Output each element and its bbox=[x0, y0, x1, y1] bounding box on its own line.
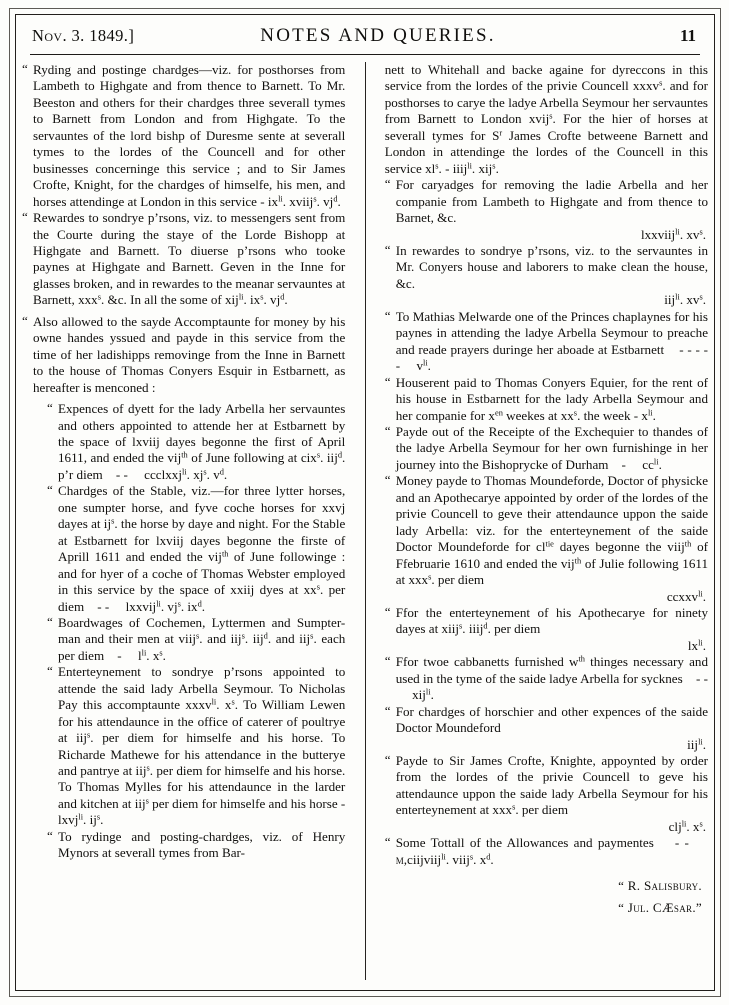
entry-text: Boardwages of Cochemen, Lyttermen and Sumpter-man and their men at viij$^s$. and iij$^s$. iij$^d$. and iij$^s$. each per diem - $l^{li}$. $x^s$. bbox=[58, 614, 346, 663]
quote-mark: “ bbox=[384, 176, 391, 192]
account-entry bbox=[22, 62, 345, 210]
quote-mark: “ bbox=[22, 61, 28, 76]
sub-entry-list bbox=[47, 401, 345, 862]
continuation-text: nett to Whitehall and backe againe for dyreccons in this service from the lordes of the privie Councell xxxv$^s$. and for posthorses to carye the ladye Arbella Seymour her servauntes from Barnett to London xvij$^s$. For the hier of horses at severall tymes for $S^r$ James Crofte betweene Barnett and London in attendinge the lordes of the Councell in this service $xl^s$. - iiij$^{li}$. xij$^s$. bbox=[384, 62, 709, 176]
column-gutter bbox=[355, 62, 374, 980]
account-entry bbox=[22, 210, 345, 309]
account-entry bbox=[385, 375, 708, 424]
entry-text: Rewardes to sondrye p’rsons, viz. to messengers sent from the Courte during the staye of the Lorde Bishopp at Highgate and Barnett. To diuerse p’rsons who tooke paynes at Highgate and Barnett. Geven in the Inne for glasses broken, and in rewardes to the meanar servauntes at Barnett, xxx$^s$. &c. In all the some of xij$^{li}$. $ix^s$. $vj^d$. bbox=[33, 210, 346, 308]
page-content bbox=[22, 22, 708, 983]
entry-text: Payde to Sir James Crofte, Knighte, appoynted by order from the lordes of the privie Councell to geve his attendaunce uppon the saide lady Arbella Seymour for his enterteynement at xxx$^s$. per diem bbox=[395, 753, 709, 818]
quote-mark: “ bbox=[384, 241, 391, 257]
quote-mark: “ bbox=[384, 603, 391, 619]
quote-mark: “ bbox=[384, 752, 391, 768]
quote-mark: “ bbox=[47, 663, 53, 679]
quote-mark: “ bbox=[22, 209, 28, 225]
quote-mark: “ bbox=[47, 613, 53, 629]
quote-mark: “ bbox=[22, 312, 28, 328]
right-column bbox=[375, 62, 708, 980]
left-column bbox=[22, 62, 355, 980]
quote-mark: “ bbox=[384, 653, 391, 669]
entry-text: To rydinge and posting-chardges, viz. of Henry Mynors at severall tymes from Bar- bbox=[58, 828, 346, 861]
entry-amount: iij$^{li}$. bbox=[687, 736, 707, 752]
header-rule bbox=[30, 54, 700, 55]
entry-text: For caryadges for removing the ladie Arbella and her companie from Lambeth to Highgate and from thence to Barnet, &c. bbox=[395, 177, 709, 226]
account-entry bbox=[385, 704, 708, 753]
quote-mark: “ bbox=[47, 400, 53, 416]
account-entry bbox=[385, 309, 708, 375]
two-column-body bbox=[22, 62, 708, 980]
account-entry bbox=[47, 664, 345, 829]
entry-text: Houserent paid to Thomas Conyers Equier, for the rent of his house in Estbarnett for the lady Arbella Seymour and her companie for $x^{en}$ weekes at $xx^s$. the week - $x^{li}$. bbox=[395, 374, 709, 423]
account-entry bbox=[47, 615, 345, 664]
account-entry bbox=[385, 177, 708, 243]
entry-text: Ffor twoe cabbanetts furnished $w^{th}$ thinges necessary and used in the tyme of the saide ladye Arbella for sycknes - - xij$^{li}$. bbox=[395, 654, 709, 703]
also-allowed-paragraph bbox=[22, 314, 345, 396]
issue-date: Nov. 3. 1849.] bbox=[32, 26, 135, 45]
page-number: 11 bbox=[679, 26, 696, 45]
entry-text: Also allowed to the sayde Accomptaunte for money by his owne handes yssued and payde in this service from the time of her ladishipps removinge from the Inne in Barnett to the house of Thomas Conyers Esquir in Estbarnett, as hereafter is menconed : bbox=[33, 313, 346, 395]
entry-amount: lxxviij$^{li}$. $xv^s$. bbox=[640, 226, 707, 242]
signature-salisbury: “ R. Salisbury. bbox=[618, 878, 703, 894]
entry-amount: $lx^{li}$. bbox=[687, 637, 707, 653]
entry-text: Payde out of the Receipte of the Exchequier to thandes of the ladye Arbella Seymour for her own furnishinge in her journey into the Bishoprycke of Durham - $cc^{li}$. bbox=[395, 423, 709, 472]
quote-mark: “ bbox=[384, 702, 391, 718]
entry-text: Ryding and postinge chardges—viz. for posthorses from Lambeth to Highgate and from thence to Barnett. To Mr. Beeston and others for their chardges three severall tymes to Barnett from London and from Highgate. To the servauntes of the lord bishp of Duresme sente at severall tymes to the lordes of the Councell and for other businesses concerninge this service ; and to Sir James Crofte, Knight, for the chardges of himselfe, his men, and horses attendinge at London in this service - $ix^{li}$. xviij$^s$. $vj^d$. bbox=[33, 62, 346, 209]
entry-text: Some Tottall of the Allowances and paymentes - - m,ciijviij$^{li}$. viij$^s$. $x^d$. bbox=[395, 835, 709, 867]
column-divider-rule bbox=[365, 62, 366, 980]
entry-amount: iij$^{li}$. $xv^s$. bbox=[664, 292, 707, 308]
entry-amount: ccxxv$^{li}$. bbox=[666, 588, 707, 604]
account-entry bbox=[385, 605, 708, 654]
account-entry bbox=[47, 829, 345, 862]
account-entry bbox=[385, 243, 708, 309]
account-entry bbox=[385, 753, 708, 835]
entry-amount: clj$^{li}$. $x^s$. bbox=[668, 818, 707, 834]
account-entry bbox=[385, 654, 708, 703]
signature-caesar: “ Jul. CÆsar.” bbox=[618, 900, 703, 916]
account-entry bbox=[47, 483, 345, 615]
quote-mark: “ bbox=[47, 482, 53, 498]
quote-mark: “ bbox=[384, 422, 391, 438]
quote-mark: “ bbox=[384, 307, 391, 323]
entry-text: Enterteynement to sondrye p’rsons appointed to attende the said lady Arbella Seymour. To Nicholas Pay this accomptaunte xxxv$^{li}$. $x^s$. To William Lewen for his attendaunce in the office of caterer of poultrye at iij$^s$. per diem for himselfe and his horse. To Richarde Mathewe for his attendance in the butterye and pantrye at iij$^s$. per diem for himselfe and his horse. To Thomas Mylles for his attendaunce in the larder and kitchen at iij$^s$ per diem for himselfe and his horse - lxvj$^{li}$. $ij^s$. bbox=[58, 664, 346, 828]
account-entry bbox=[47, 401, 345, 483]
entry-text: Ffor the enterteynement of his Apothecarye for ninety dayes at xiij$^s$. iiij$^d$. per diem bbox=[395, 604, 709, 637]
total-entry bbox=[385, 835, 708, 868]
quote-mark: “ bbox=[47, 827, 53, 843]
entry-text: Chardges of the Stable, viz.—for three lytter horses, one sumpter horse, and fyve coche horses for xxvj dayes at $ij^s$. the horse by daye and night. For the Stable at Estbarnett for lxviij dayes begonne the firste of Aprill 1611 and ended the vij$^{th}$ of June followinge : and for hyer of a coche of Thomas Webster employed in this service by the space of xxiij dyes at $xx^s$. per diem - - lxxvij$^{li}$. $vj^s$. $ix^d$. bbox=[58, 483, 346, 614]
spacer bbox=[385, 868, 708, 877]
quote-mark: “ bbox=[384, 834, 391, 850]
entry-text: To Mathias Melwarde one of the Princes chaplaynes for his paynes in attending the ladye Arbella Seymour to preache and reade prayers duringe her aboade at Estbarnett - - - - - $v^{li}$. bbox=[395, 308, 709, 374]
quote-mark: “ bbox=[384, 373, 391, 389]
entry-text: Expences of dyett for the lady Arbella her servauntes and others appointed to attende her at Estbarnett by the space of lxviij dayes begonne the first of April 1611, and ended the vij$^{th}$ of June following at cix$^s$. iij$^d$. p’r diem - - ccclxxj$^{li}$. $xj^s$. $v^d$. bbox=[58, 401, 346, 482]
entry-text: For chardges of horschier and other expences of the saide Doctor Moundeford bbox=[395, 703, 709, 736]
quote-mark: “ bbox=[384, 472, 391, 488]
entry-text: In rewardes to sondrye p’rsons, viz. to the servauntes in Mr. Conyers house and laborers to make clean the house, &c. bbox=[395, 242, 709, 291]
account-entry bbox=[385, 473, 708, 605]
account-entry bbox=[385, 424, 708, 473]
running-head bbox=[22, 22, 708, 56]
publication-title: NOTES AND QUERIES. bbox=[260, 25, 496, 46]
entry-text: Money payde to Thomas Moundeforde, Doctor of physicke and an Apothecarye appointed by order of the lordes of the privie Councell to geve their attendaunce uppon the saide lady Arbella: viz. for the enterteynement of the saide Doctor Moundeforde for $cl^{tie}$ dayes begonne the viij$^{th}$ of Ffebruarie 1610 and ended the vij$^{th}$ of Julie following 1611 at xxx$^s$. per diem bbox=[395, 473, 709, 588]
